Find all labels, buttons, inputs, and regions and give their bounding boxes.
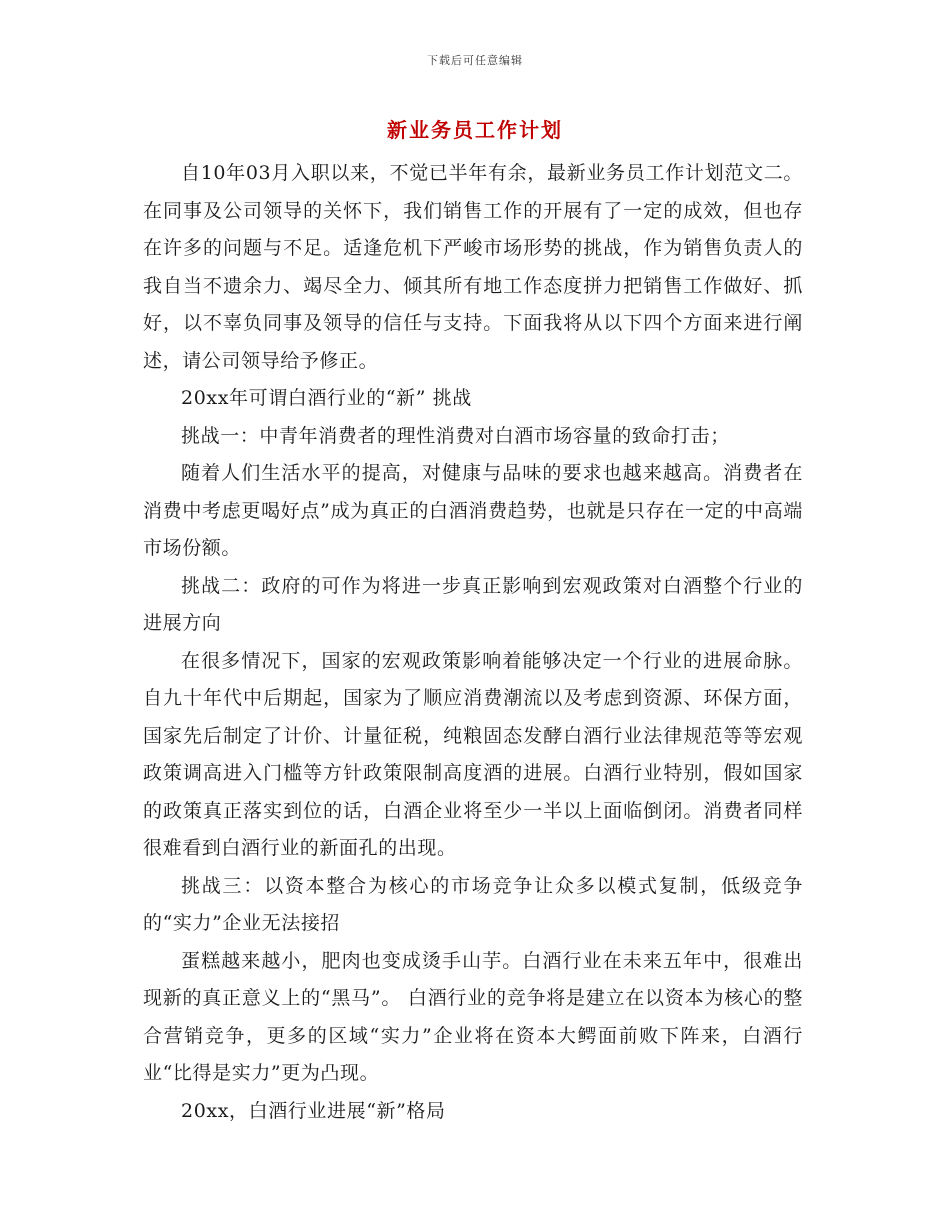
paragraph-challenge-two-detail: 在很多情况下，国家的宏观政策影响着能够决定一个行业的进展命脉。自九十年代中后期起，国家为了顺应消费潮流以及考虑到资源、环保方面，国家先后制定了计价、计量征税，纯粮固态发酵白酒行业法律规范等等宏观政策调高进入门槛等方针政策限制高度酒的进展。白酒行业特别，假如国家的政策真正落实到位的话，白酒企业将至少一半以上面临倒闭。消费者同样很难看到白酒行业的新面孔的出现。 xyxy=(143,649,803,859)
paragraph-intro: 自10年03月入职以来，不觉已半年有余，最新业务员工作计划范文二。在同事及公司领导的关怀下，我们销售工作的开展有了一定的成效，但也存在许多的问题与不足。适逢危机下严峻市场形势的挑战，作为销售负责人的我自当不遗余力、竭尽全力、倾其所有地工作态度拼力把销售工作做好、抓好，以不辜负同事及领导的信任与支持。下面我将从以下四个方面来进行阐述，请公司领导给予修正。 xyxy=(143,162,803,372)
paragraph-challenge-one: 挑战一：中青年消费者的理性消费对白酒市场容量的致命打击； xyxy=(181,424,730,447)
paragraph-heading-challenge: 20xx年可谓白酒行业的“新” 挑战 xyxy=(181,387,472,409)
paragraph-challenge-three-detail: 蛋糕越来越小，肥肉也变成烫手山芋。白酒行业在未来五年中，很难出现新的真正意义上的“黑马”。 白酒行业的竞争将是建立在以资本为核心的整合营销竞争，更多的区域“实力”企业将在资本大鳄面前败下阵来，白酒行业“比得是实力”更为凸现。 xyxy=(143,949,803,1084)
paragraph-challenge-one-detail: 随着人们生活水平的提高，对健康与品味的要求也越来越高。消费者在消费中考虑更喝好点”成为真正的白酒消费趋势，也就是只存在一定的中高端市场份额。 xyxy=(143,462,803,559)
document-body xyxy=(143,155,803,1130)
paragraph-challenge-two: 挑战二：政府的可作为将进一步真正影响到宏观政策对白酒整个行业的进展方向 xyxy=(143,574,803,634)
header-note: 下载后可任意编辑 xyxy=(427,54,523,67)
paragraph-challenge-three: 挑战三：以资本整合为核心的市场竞争让众多以模式复制，低级竞争的“实力”企业无法接招 xyxy=(143,874,803,934)
document-title: 新业务员工作计划 xyxy=(387,118,563,142)
paragraph-new-pattern: 20xx，白酒行业进展“新”格局 xyxy=(181,1099,446,1122)
